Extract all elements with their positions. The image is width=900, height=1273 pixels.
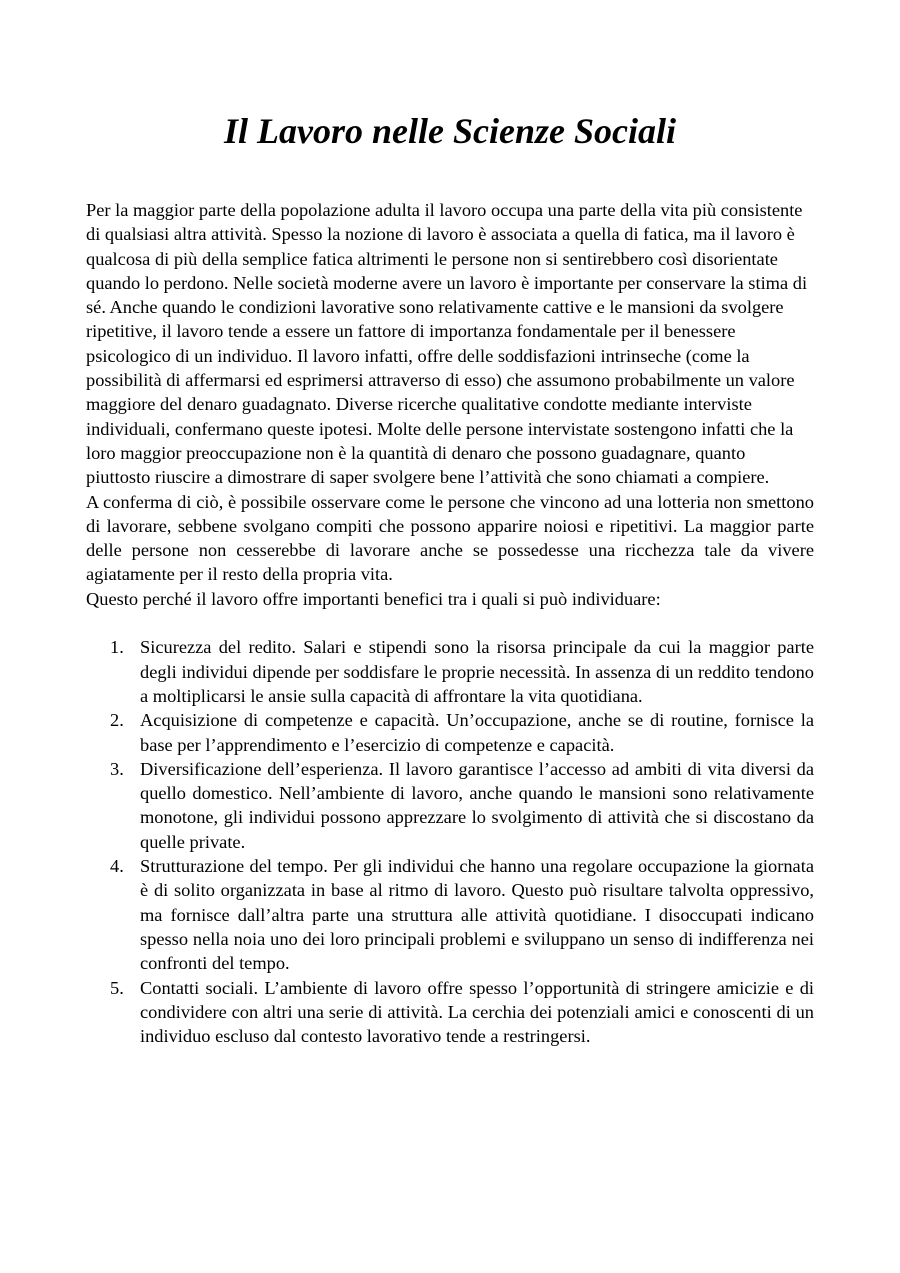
paragraph-intro: Per la maggior parte della popolazione adulta il lavoro occupa una parte della vita più consistente di qualsiasi altra attività. Spesso la nozione di lavoro è associata a quella di fatica, ma il lavoro è qualcosa di più della semplice fatica altrimenti le persone non si sentirebbero così disorientate quando lo perdono. Nelle società moderne avere un lavoro è importante per conservare la stima di sé. Anche quando le condizioni lavorative sono relativamente cattive e le mansioni da svolgere ripetitive, il lavoro tende a essere un fattore di importanza fondamentale per il benessere psicologico di un individuo. Il lavoro infatti, offre delle soddisfazioni intrinseche (come la possibilità di affermarsi ed esprimersi attraverso di esso) che assumono probabilmente un valore maggiore del denaro guadagnato. Diverse ricerche qualitative condotte mediante interviste individuali, confermano queste ipotesi. Molte delle persone intervistate sostengono infatti che la loro maggior preoccupazione non è la quantità di denaro che possono guadagnare, quanto piuttosto riuscire a dimostrare di saper svolgere bene l’attività che sono chiamati a compiere. [86,200,808,488]
document-title: Il Lavoro nelle Scienze Sociali [224,111,676,151]
list-item [86,757,814,854]
list-item-number: 5. [110,977,124,998]
list-item-number: 3. [110,758,124,779]
benefits-list [86,635,814,1048]
list-item-number: 2. [110,710,124,731]
list-item-text: Contatti sociali. L’ambiente di lavoro offre spesso l’opportunità di stringere amicizie e di condividere con altri una serie di attività. La cerchia dei potenziali amici e conoscenti di un individuo escluso dal contesto lavorativo tende a restringersi. [140,977,814,1047]
list-item-number: 4. [110,856,124,877]
list-item [86,708,814,757]
paragraph-benefits-lead: Questo perché il lavoro offre importanti benefici tra i quali si può individuare: [86,588,661,609]
list-item-number: 1. [110,637,124,658]
list-item-text: Strutturazione del tempo. Per gli individui che hanno una regolare occupazione la giornata è di solito organizzata in base al ritmo di lavoro. Questo può risultare talvolta oppressivo, ma fornisce dall’altra parte una struttura alle attività quotidiane. I disoccupati indicano spesso nella noia uno dei loro principali problemi e sviluppano un senso di indifferenza nei confronti del tempo. [140,856,814,974]
list-item [86,635,814,708]
document-body [86,198,814,1048]
list-item-text: Diversificazione dell’esperienza. Il lavoro garantisce l’accesso ad ambiti di vita diversi da quello domestico. Nell’ambiente di lavoro, anche quando le mansioni sono relativamente monotone, gli individui possono apprezzare lo svolgimento di attività che si discostano da quelle private. [140,758,814,852]
list-item [86,854,814,975]
list-item [86,976,814,1049]
paragraph-lottery: A conferma di ciò, è possibile osservare come le persone che vincono ad una lotteria non smettono di lavorare, sebbene svolgano compiti che possono apparire noiosi e ripetitivi. La maggior parte delle persone non cesserebbe di lavorare anche se possedesse una ricchezza tale da vivere agiatamente per il resto della propria vita. [86,491,814,585]
list-item-text: Acquisizione di competenze e capacità. Un’occupazione, anche se di routine, fornisce la base per l’apprendimento e l’esercizio di competenze e capacità. [140,710,814,755]
list-item-text: Sicurezza del redito. Salari e stipendi sono la risorsa principale da cui la maggior parte degli individui dipende per soddisfare le proprie necessità. In assenza di un reddito tendono a moltiplicarsi le ansie sulla capacità di affrontare la vita quotidiana. [140,637,814,706]
